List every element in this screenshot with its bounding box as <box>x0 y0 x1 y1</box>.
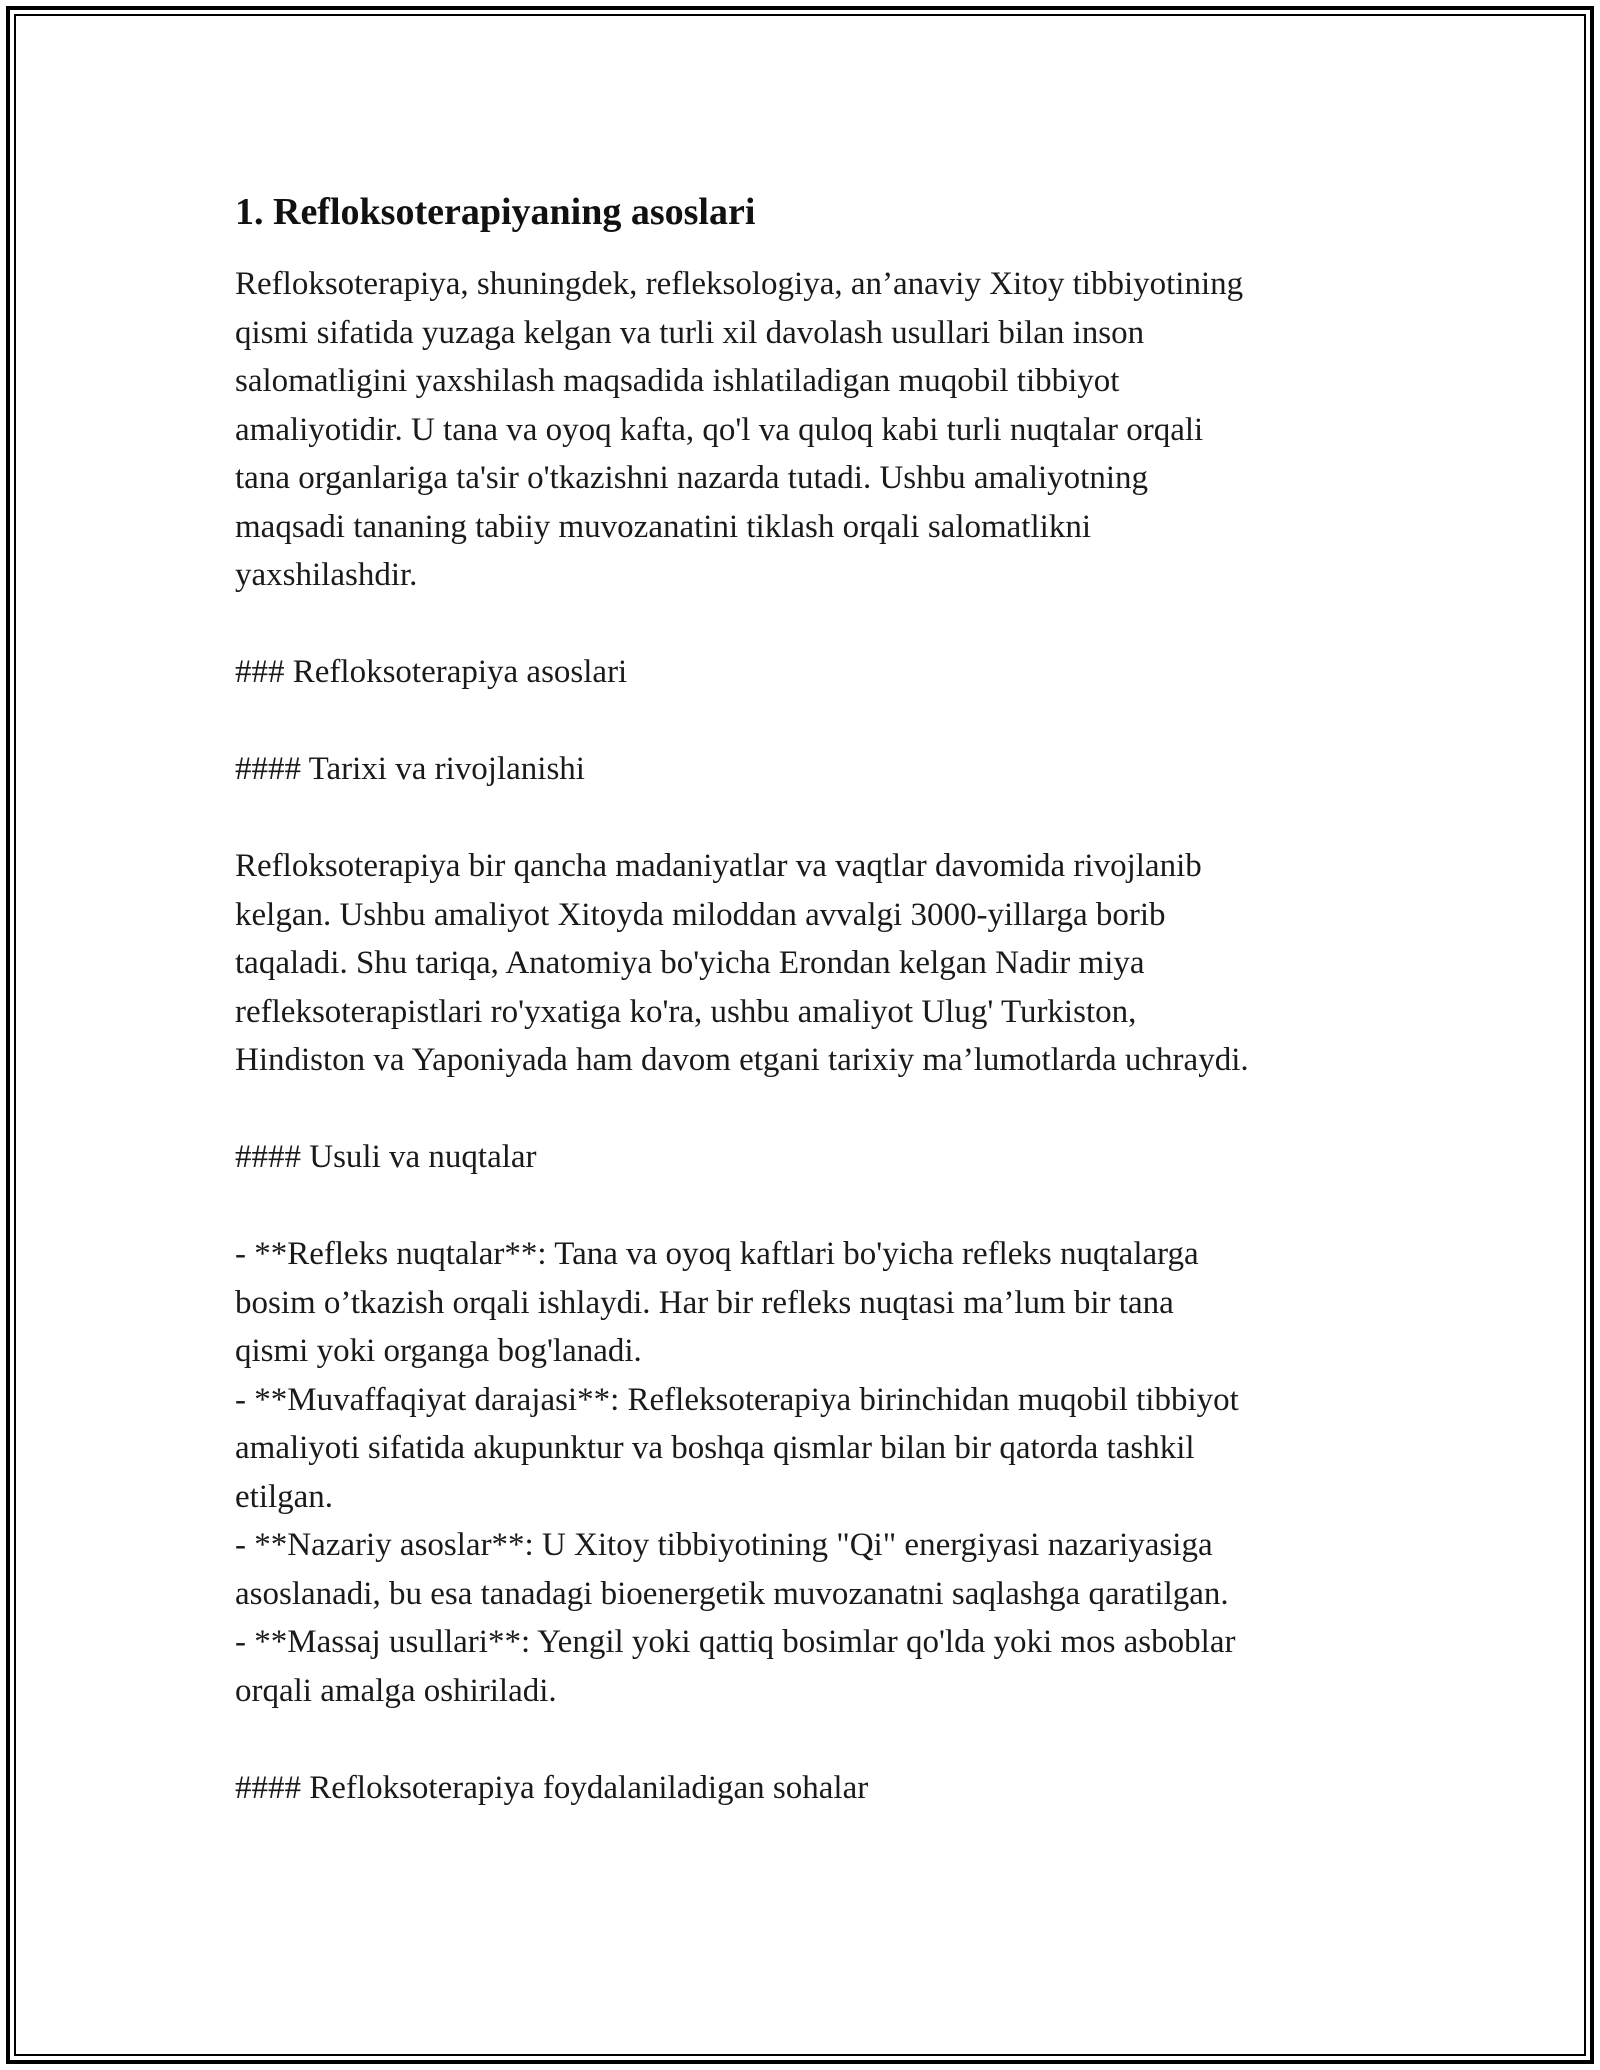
subheading-asoslari: ### Refloksoterapiya asoslari <box>235 654 628 690</box>
list-item: - **Muvaffaqiyat darajasi**: Refleksoterapiya birinchidan muqobil tibbiyot amaliyoti sifatida akupunktur va boshqa qismlar bilan bir qatorda tashkil etilgan. <box>235 1381 1239 1515</box>
list-item: - **Nazariy asoslar**: U Xitoy tibbiyotining "Qi" energiyasi nazariyasiga asoslanadi, bu esa tanadagi bioenergetik muvozanatni saqlashga qaratilgan. <box>235 1527 1229 1612</box>
subheading-history: #### Tarixi va rivojlanishi <box>235 751 585 787</box>
document-body <box>235 188 1385 1812</box>
list-item: - **Massaj usullari**: Yengil yoki qattiq bosimlar qo'lda yoki mos asboblar orqali amalga oshiriladi. <box>235 1624 1236 1709</box>
subheading-applications: #### Refloksoterapiya foydalaniladigan sohalar <box>235 1769 869 1806</box>
history-paragraph: Refloksoterapiya bir qancha madaniyatlar va vaqtlar davomida rivojlanib kelgan. Ushbu amaliyot Xitoyda miloddan avvalgi 3000-yillarga borib taqaladi. Shu tariqa, Anatomiya bo'yicha Erondan kelgan Nadir miya refleksoterapistlari ro'yxatiga ko'ra, ushbu amaliyot Ulug' Turkiston, Hindiston va Yaponiyada ham davom etgani tarixiy ma’lumotlarda uchraydi. <box>235 848 1249 1078</box>
bullet-list <box>235 1230 1385 1715</box>
section-title: 1. Refloksoterapiyaning asoslari <box>235 191 756 233</box>
subheading-methods: #### Usuli va nuqtalar <box>235 1139 537 1175</box>
list-item: - **Refleks nuqtalar**: Tana va oyoq kaftlari bo'yicha refleks nuqtalarga bosim o’tkazish orqali ishlaydi. Har bir refleks nuqtasi ma’lum bir tana qismi yoki organga bog'lanadi. <box>235 1236 1199 1369</box>
intro-paragraph: Refloksoterapiya, shuningdek, refleksologiya, an’anaviy Xitoy tibbiyotining qismi sifatida yuzaga kelgan va turli xil davolash usullari bilan inson salomatligini yaxshilash maqsadida ishlatiladigan muqobil tibbiyot amaliyotidir. U tana va oyoq kafta, qo'l va quloq kabi turli nuqtalar orqali tana organlariga ta'sir o'tkazishni nazarda tutadi. Ushbu amaliyotning maqsadi tananing tabiiy muvozanatini tiklash orqali salomatlikni yaxshilashdir. <box>235 266 1244 593</box>
